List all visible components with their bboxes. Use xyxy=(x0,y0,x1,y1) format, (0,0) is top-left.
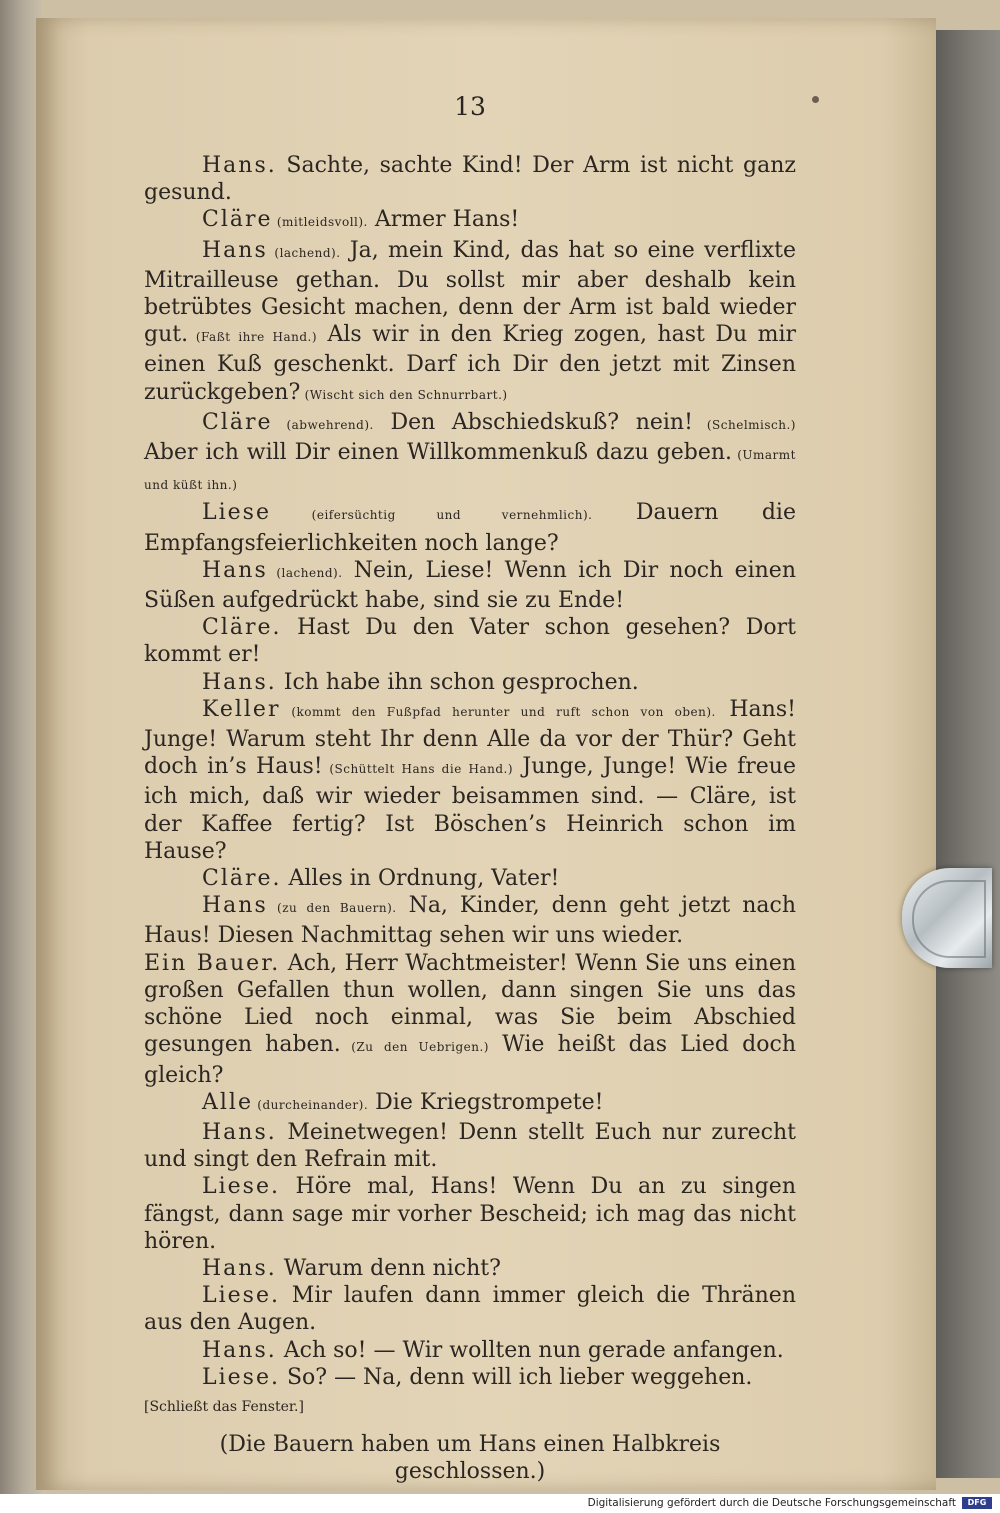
speaker-name: Cläre xyxy=(202,207,273,233)
dialogue-text: Dauern die Empfangsfeierlichkeiten noch lange? xyxy=(144,500,796,556)
text-paragraph xyxy=(144,409,796,500)
dialogue-text: Sachte, sachte Kind! Der Arm ist nicht ganz gesund. xyxy=(144,153,796,206)
dialogue-text: Den Abschiedskuß? nein! xyxy=(373,409,693,435)
dialogue-text: Ja, mein Kind, das hat so eine verflixte Mitrailleuse gethan. Du sollst mir aber deshalb kein betrübtes Gesicht machen, denn der Arm ist bald wieder gut. xyxy=(144,237,797,348)
speaker-name: Liese xyxy=(202,500,271,526)
dialogue-text: Als wir in den Krieg zogen, hast Du mir einen Kuß geschenkt. Darf ich Dir den jetzt mit Zinsen zurückgeben? xyxy=(144,322,796,405)
stage-direction: (Umarmt und küßt ihn.) xyxy=(144,448,796,493)
page-number: 13 xyxy=(454,92,486,121)
stage-direction: (lachend). xyxy=(267,565,343,580)
dialogue-text: Wie heißt das Lied doch gleich? xyxy=(144,1032,796,1088)
text-paragraph xyxy=(144,865,796,892)
stage-direction: (kommt den Fußpfad herunter und ruft schon von oben). xyxy=(280,704,716,719)
text-paragraph xyxy=(144,1119,796,1173)
text-paragraph xyxy=(144,152,796,206)
speaker-name: Cläre. xyxy=(202,615,282,641)
text-paragraph xyxy=(144,1282,796,1336)
text-paragraph xyxy=(144,696,796,865)
speaker-name: Hans. xyxy=(202,153,277,178)
dialogue-text: Warum denn nicht? xyxy=(276,1255,501,1281)
dialogue-text: Höre mal, Hans! Wenn Du an zu singen fängst, dann sage mir vorher Bescheid; ich mag das nicht hören. xyxy=(144,1174,796,1254)
text-paragraph xyxy=(144,892,796,949)
text-paragraph xyxy=(144,499,796,556)
stage-direction: (abwehrend). xyxy=(272,417,374,432)
text-paragraph xyxy=(144,1391,796,1421)
text-paragraph xyxy=(144,1364,796,1391)
stage-direction: (Wischt sich den Schnurrbart.) xyxy=(300,387,508,402)
speaker-name: Liese. xyxy=(202,1364,280,1390)
text-paragraph xyxy=(144,206,796,236)
speaker-name: Hans xyxy=(202,237,268,263)
dialogue-text: Hast Du den Vater schon gesehen? Dort kommt er! xyxy=(144,615,796,668)
page-clip-icon xyxy=(902,868,992,968)
dialogue-text: Nein, Liese! Wenn ich Dir noch einen Süßen aufgedrückt habe, sind sie zu Ende! xyxy=(144,557,796,614)
speaker-name: Liese. xyxy=(202,1174,280,1200)
dialogue-text: Ich habe ihn schon gesprochen. xyxy=(276,669,639,695)
dialogue-text: Ach, Herr Wachtmeister! Wenn Sie uns einen großen Gefallen thun wollen, dann singen Sie uns das schöne Lied noch einmal, was Sie beim Abschied gesungen haben. xyxy=(144,950,797,1058)
book-cover-edge xyxy=(934,30,1000,1478)
stage-direction: (Faßt ihre Hand.) xyxy=(188,330,318,345)
dialogue-text: Ach so! — Wir wollten nun gerade anfangen. xyxy=(276,1337,784,1363)
dialogue-text: Junge, Junge! Wie freue ich mich, daß wir wieder beisammen sind. — Cläre, ist der Kaffee fertig? Ist Böschen’s Heinrich schon im Hause? xyxy=(144,754,796,864)
stage-direction: (eifersüchtig und vernehmlich). xyxy=(270,508,593,523)
dialogue-text: Armer Hans! xyxy=(367,207,520,233)
text-paragraph xyxy=(144,1173,796,1255)
page-text xyxy=(144,152,796,1486)
text-paragraph xyxy=(144,1431,796,1485)
dialogue-text: Na, Kinder, denn geht jetzt nach Haus! Diesen Nachmittag sehen wir uns wieder. xyxy=(144,893,796,949)
dfg-logo: DFG xyxy=(962,1497,992,1509)
dialogue-text: Alles in Ordnung, Vater! xyxy=(281,866,560,892)
stage-direction: (zu den Bauern). xyxy=(267,901,397,916)
text-paragraph xyxy=(144,614,796,668)
stage-direction: (Schüttelt Hans die Hand.) xyxy=(322,762,514,777)
text-paragraph xyxy=(144,1337,796,1364)
dialogue-text: Meinetwegen! Denn stellt Euch nur zurecht und singt den Refrain mit. xyxy=(144,1119,796,1173)
dialogue-text: So? — Na, denn will ich lieber weggehen. xyxy=(279,1364,753,1390)
dialogue-text: Die Kriegstrompete! xyxy=(368,1089,604,1115)
dialogue-text: (Die Bauern haben um Hans einen Halbkreis geschlossen.) xyxy=(219,1432,721,1485)
text-paragraph xyxy=(144,669,796,696)
dialogue-text: Hans! Junge! Warum steht Ihr denn Alle da vor der Thür? Geht doch in’s Haus! xyxy=(144,696,796,780)
speaker-name: Hans. xyxy=(202,1255,277,1281)
text-paragraph xyxy=(144,950,796,1089)
speaker-name: Hans. xyxy=(202,1337,277,1363)
speaker-name: Cläre xyxy=(202,409,273,435)
speaker-name: Hans. xyxy=(202,1119,277,1145)
text-paragraph xyxy=(144,1255,796,1282)
speaker-name: Cläre. xyxy=(202,866,282,892)
stage-direction: (mitleidsvoll). xyxy=(272,215,368,230)
speaker-name: Keller xyxy=(202,696,281,722)
stage-direction: (lachend). xyxy=(267,245,341,260)
stage-direction: (Schelmisch.) xyxy=(692,417,796,432)
text-paragraph xyxy=(144,237,796,409)
text-paragraph xyxy=(144,1089,796,1119)
stage-direction: (Zu den Uebrigen.) xyxy=(340,1040,489,1055)
speaker-name: Alle xyxy=(202,1089,253,1115)
stage-direction: (durcheinander). xyxy=(252,1097,369,1112)
speaker-name: Ein Bauer. xyxy=(144,950,281,976)
dialogue-text: Mir laufen dann immer gleich die Thränen aus den Augen. xyxy=(144,1283,796,1336)
speaker-name: Hans xyxy=(202,557,268,583)
stage-note: [Schließt das Fenster.] xyxy=(144,1398,304,1415)
speaker-name: Hans xyxy=(202,893,268,919)
speaker-name: Liese. xyxy=(202,1283,280,1309)
dialogue-text: Aber ich will Dir einen Willkommenkuß dazu geben. xyxy=(144,440,733,466)
speaker-name: Hans. xyxy=(202,669,277,695)
funding-notice: Digitalisierung gefördert durch die Deutsche Forschungsgemeinschaft xyxy=(587,1497,956,1509)
text-paragraph xyxy=(144,557,796,614)
